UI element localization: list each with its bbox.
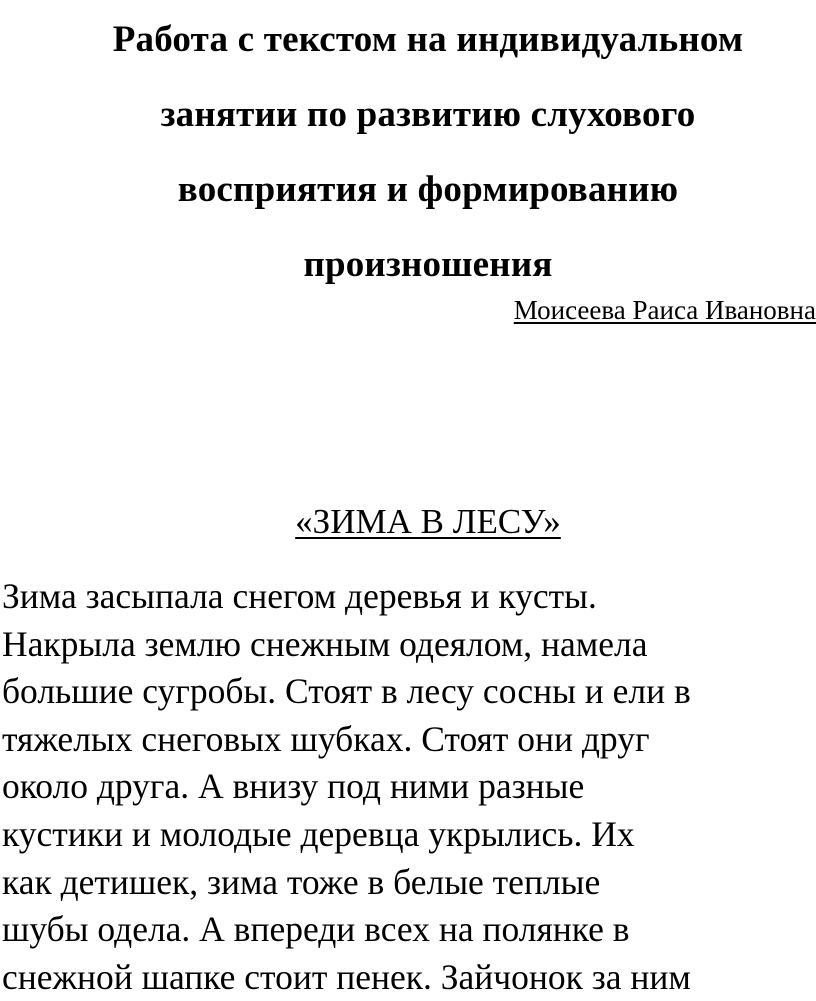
document-title <box>0 2 816 302</box>
title-line: Работа с текстом на индивидуальном <box>112 19 744 60</box>
title-line: восприятия и формированию <box>177 169 679 210</box>
body-line: тяжелых снеговых шубках. Стоят они друг <box>2 718 650 759</box>
body-line: около друга. А внизу под ними разные <box>2 766 585 807</box>
body-line: снежной шапке стоит пенек. Зайчонок за ним <box>2 956 691 997</box>
body-line: кустики и молодые деревца укрылись. Их <box>2 813 635 854</box>
body-line: Накрыла землю снежным одеялом, намела <box>2 623 648 664</box>
author-name: Моисеева Раиса Ивановна <box>513 295 816 325</box>
body-line: большие сугробы. Стоят в лесу сосны и ели в <box>2 671 691 712</box>
story-body <box>2 573 816 1001</box>
body-line: как детишек, зима тоже в белые теплые <box>2 861 601 902</box>
body-line: шубы одела. А впереди всех на полянке в <box>2 909 630 950</box>
title-line: произношения <box>303 244 553 285</box>
body-line: Зима засыпала снегом деревья и кусты. <box>2 576 597 616</box>
title-line: занятии по развитию слухового <box>160 94 696 135</box>
story-title: «ЗИМА В ЛЕСУ» <box>295 502 561 541</box>
